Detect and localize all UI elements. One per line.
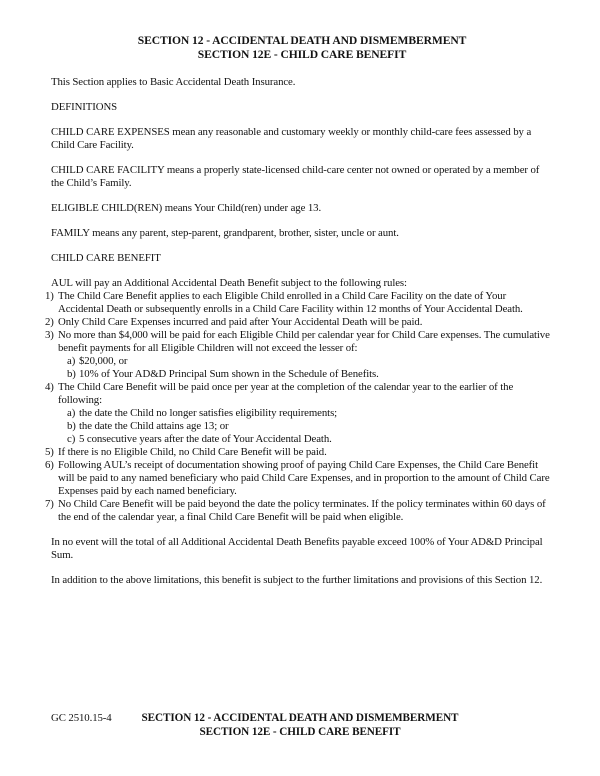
rule-item-4	[45, 381, 553, 446]
rule-item-5	[45, 446, 553, 459]
page-content	[45, 34, 553, 587]
rule-item-1	[45, 290, 553, 316]
sub-item-4c	[67, 433, 553, 446]
sub-marker: a)	[67, 354, 76, 367]
section-title: SECTION 12 - ACCIDENTAL DEATH AND DISMEMBERMENT	[137, 34, 467, 47]
closing-paragraph-max-benefit: In no event will the total of all Additional Accidental Death Benefits payable exceed 100% of Your AD&D Principal Sum.	[51, 535, 543, 561]
footer-section-title: SECTION 12 - ACCIDENTAL DEATH AND DISMEMBERMENT	[141, 712, 459, 724]
subsection-title: SECTION 12E - CHILD CARE BENEFIT	[197, 47, 407, 61]
sub-item-4a	[67, 407, 553, 420]
rules-intro: AUL will pay an Additional Accidental Death Benefit subject to the following rules:	[51, 276, 407, 289]
form-number: GC 2510.15-4	[51, 712, 112, 724]
rule-marker: 7)	[45, 497, 54, 510]
sub-marker: b)	[67, 367, 76, 380]
sub-item-3b	[67, 368, 553, 381]
rule-marker: 4)	[45, 380, 54, 393]
sub-marker: a)	[67, 406, 76, 419]
sub-text: 10% of Your AD&D Principal Sum shown in the Schedule of Benefits.	[79, 367, 379, 380]
sub-item-4b	[67, 420, 553, 433]
rule-text: No Child Care Benefit will be paid beyond the date the policy terminates. If the policy terminates within 60 days of the end of the calendar year, a final Child Care Benefit will be paid when eligible.	[58, 497, 546, 523]
definition-child-care-expenses: CHILD CARE EXPENSES mean any reasonable and customary weekly or monthly child-care fees assessed by a Child Care Facility.	[51, 125, 532, 151]
rule-text: Only Child Care Expenses incurred and paid after Your Accidental Death will be paid.	[58, 315, 423, 328]
rule-item-3	[45, 329, 553, 381]
definition-eligible-child: ELIGIBLE CHILD(REN) means Your Child(ren) under age 13.	[51, 201, 322, 214]
benefit-heading: CHILD CARE BENEFIT	[51, 251, 161, 264]
sub-marker: c)	[67, 432, 76, 445]
rules-list	[45, 289, 553, 524]
doc-header	[51, 34, 553, 62]
rule-text: Following AUL’s receipt of documentation showing proof of paying Child Care Expenses, the Child Care Benefit will be paid to any named beneficiary who paid Child Care Expenses, and in proportion to the amount of Child Care Expenses paid by each named beneficiary.	[58, 458, 550, 497]
rule-marker: 3)	[45, 328, 54, 341]
definition-child-care-facility: CHILD CARE FACILITY means a properly state-licensed child-care center not owned or operated by a member of the Child’s Family.	[51, 163, 540, 189]
sub-text: 5 consecutive years after the date of Your Accidental Death.	[79, 432, 332, 445]
rule-marker: 5)	[45, 445, 54, 458]
sub-marker: b)	[67, 419, 76, 432]
rule-marker: 2)	[45, 315, 54, 328]
rule-text: No more than $4,000 will be paid for each Eligible Child per calendar year for Child Care expenses. The cumulative benefit payments for all Eligible Children will not exceed the lesser of:	[58, 328, 550, 354]
sub-item-3a	[67, 355, 553, 368]
closing-paragraph-limitations: In addition to the above limitations, this benefit is subject to the further limitations and provisions of this Section 12.	[51, 573, 543, 586]
page-footer	[0, 712, 600, 740]
definitions-heading: DEFINITIONS	[51, 100, 118, 113]
sub-text: $20,000, or	[79, 354, 128, 367]
footer-subsection-title: SECTION 12E - CHILD CARE BENEFIT	[199, 725, 401, 738]
sub-text: the date the Child attains age 13; or	[79, 419, 229, 432]
intro-paragraph: This Section applies to Basic Accidental Death Insurance.	[51, 75, 296, 88]
rule-item-2	[45, 316, 553, 329]
rule-marker: 6)	[45, 458, 54, 471]
rule-text: The Child Care Benefit applies to each Eligible Child enrolled in a Child Care Facility on the date of Your Accidental Death or subsequently enrolls in a Child Care Facility within 12 months of Your Accidental Death.	[58, 289, 523, 315]
sub-text: the date the Child no longer satisfies eligibility requirements;	[79, 406, 338, 419]
rule-marker: 1)	[45, 289, 54, 302]
rule-text: If there is no Eligible Child, no Child Care Benefit will be paid.	[58, 445, 327, 458]
rule-text: The Child Care Benefit will be paid once per year at the completion of the calendar year to the earlier of the following:	[58, 380, 514, 406]
rule-item-6	[45, 459, 553, 498]
rule-item-7	[45, 498, 553, 524]
definition-family: FAMILY means any parent, step-parent, grandparent, brother, sister, uncle or aunt.	[51, 226, 399, 239]
